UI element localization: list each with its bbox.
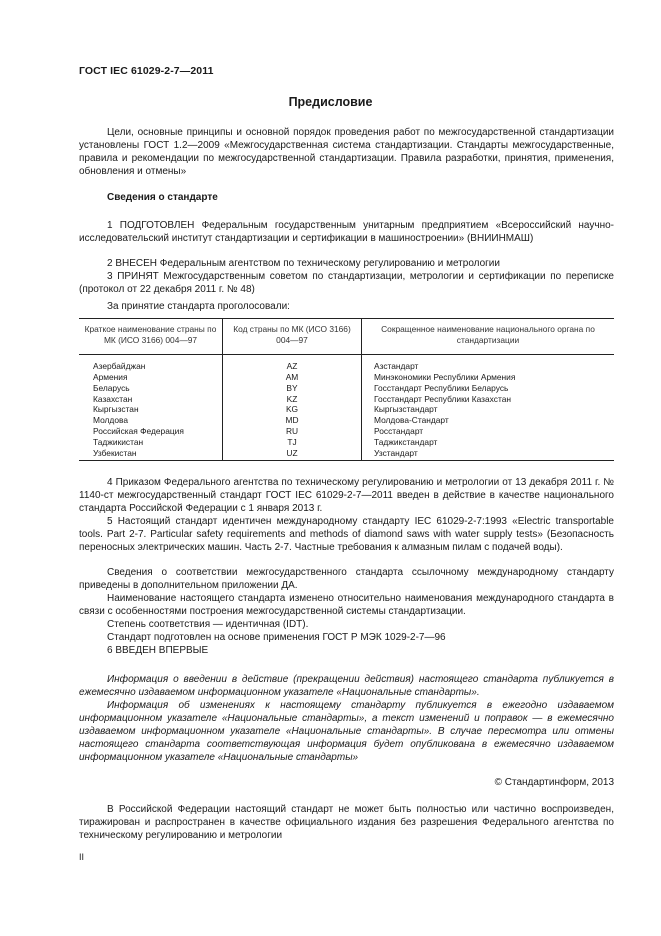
table-row [79, 448, 614, 460]
code-cell: TJ [223, 437, 362, 448]
country-cell: Казахстан [93, 393, 133, 404]
reproduction-notice: В Российской Федерации настоящий стандарт не может быть полностью или частично воспроизведен, тиражирован и распространен в качестве официального издания без разрешения Федерального агентства по техническому регулированию и метрологии [79, 804, 614, 841]
code-cell: UZ [223, 448, 362, 460]
intro-paragraph: Цели, основные принципы и основной порядок проведения работ по межгосударственной стандартизации установлены ГОСТ 1.2—2009 «Межгосударственная система стандартизации. Стандарты межгосударственные, правила и рекомендации по межгосударственной стандартизации. Правила разработки, принятия, применения, обновления и отмены» [79, 127, 614, 177]
table-row [79, 354, 614, 371]
page-number: II [79, 852, 85, 862]
country-cell: Беларусь [93, 382, 130, 393]
code-cell: AM [223, 372, 362, 383]
body-cell: Молдова-Стандарт [362, 415, 615, 426]
country-cell: Кыргызстан [93, 404, 139, 415]
country-cell: Таджикистан [93, 437, 144, 448]
item-2-paragraph: 2 ВНЕСЕН Федеральным агентством по техническому регулированию и метрологии [107, 258, 500, 269]
item-1-paragraph: 1 ПОДГОТОВЛЕН Федеральным государственным унитарным предприятием «Всероссийский научно-исследовательский институт стандартизации и сертификации в машиностроении» (ВНИИНМАШ) [79, 220, 614, 244]
table-row [79, 372, 614, 383]
name-change-paragraph: Наименование настоящего стандарта изменено относительно наименования международного стандарта в связи с особенностями построения межгосударственной системы стандартизации. [79, 593, 614, 617]
item-3-paragraph: 3 ПРИНЯТ Межгосударственным советом по стандартизации, метрологии и сертификации по переписке (протокол от 22 декабря 2011 г. № 48) [79, 271, 614, 295]
document-code: ГОСТ IEC 61029-2-7—2011 [79, 65, 214, 77]
code-cell: KG [223, 404, 362, 415]
basis-paragraph: Стандарт подготовлен на основе применения ГОСТ Р МЭК 1029-2-7—96 [107, 632, 446, 643]
country-cell: Азербайджан [93, 360, 146, 371]
item-6-paragraph: 6 ВВЕДЕН ВПЕРВЫЕ [107, 645, 209, 656]
body-cell: Госстандарт Республики Казахстан [362, 394, 615, 405]
column-header-body: Сокращенное наименование национального органа по стандартизации [362, 319, 615, 355]
notice-paragraph-1: Информация о введении в действие (прекращении действия) настоящего стандарта публикуется в ежемесячно издаваемом информационном указателе «Национальные стандарты». [79, 674, 614, 698]
code-cell: KZ [223, 394, 362, 405]
section-subtitle: Сведения о стандарте [107, 192, 218, 203]
table-row [79, 437, 614, 448]
voted-caption: За принятие стандарта проголосовали: [107, 301, 290, 312]
body-cell: Узстандарт [362, 448, 615, 460]
notice-paragraph-2: Информация об изменениях к настоящему стандарту публикуется в ежегодно издаваемом информационном указателе «Национальные стандарты», а текст изменений и поправок — в ежемесячно издаваемом информационном указателе «Национальные стандарты». В случае пересмотра или отмены настоящего стандарта соответствующая информация будет опубликована в ежемесячно издаваемом информационном указателе «Национальные стандарты» [79, 700, 614, 763]
member-states-table [79, 318, 614, 461]
table-row [79, 383, 614, 394]
column-header-country: Краткое наименование страны по МК (ИСО 3166) 004—97 [79, 319, 223, 355]
item-5-paragraph: 5 Настоящий стандарт идентичен международному стандарту IEC 61029-2-7:1993 «Electric transportable tools. Part 2-7. Particular safety requirements and methods of diamond saws with water supply tests» (Безопасность переносных электрических машин. Часть 2-7. Частные требования к алмазным пилам с подачей воды). [79, 516, 614, 553]
country-cell: Армения [93, 371, 128, 382]
table-row [79, 394, 614, 405]
code-cell: RU [223, 426, 362, 437]
table-header-row [79, 319, 614, 355]
body-cell: Кыргызстандарт [362, 404, 615, 415]
code-cell: AZ [223, 354, 362, 371]
country-cell: Российская Федерация [93, 426, 184, 437]
copyright-line: © Стандартинформ, 2013 [494, 777, 614, 788]
body-cell: Таджикстандарт [362, 437, 615, 448]
annex-note-paragraph: Сведения о соответствии межгосударственного стандарта ссылочному международному стандарту приведены в дополнительном приложении ДА. [79, 567, 614, 591]
table-row [79, 415, 614, 426]
code-cell: BY [223, 383, 362, 394]
table-row [79, 426, 614, 437]
conformity-paragraph: Степень соответствия — идентичная (IDT). [107, 619, 309, 630]
item-4-paragraph: 4 Приказом Федерального агентства по техническому регулированию и метрологии от 13 декабря 2011 г. № 1140-ст межгосударственный стандарт ГОСТ IEC 61029-2-7—2011 введен в действие в качестве национального стандарта Российской Федерации с 1 января 2013 г. [79, 477, 614, 514]
page-title: Предисловие [288, 95, 373, 109]
body-cell: Госстандарт Республики Беларусь [362, 383, 615, 394]
body-cell: Росстандарт [362, 426, 615, 437]
country-cell: Молдова [93, 415, 128, 426]
column-header-code: Код страны по МК (ИСО 3166) 004—97 [223, 319, 362, 355]
code-cell: MD [223, 415, 362, 426]
body-cell: Минэкономики Республики Армения [362, 372, 615, 383]
table-row [79, 404, 614, 415]
country-cell: Узбекистан [79, 448, 223, 460]
body-cell: Азстандарт [362, 354, 615, 371]
